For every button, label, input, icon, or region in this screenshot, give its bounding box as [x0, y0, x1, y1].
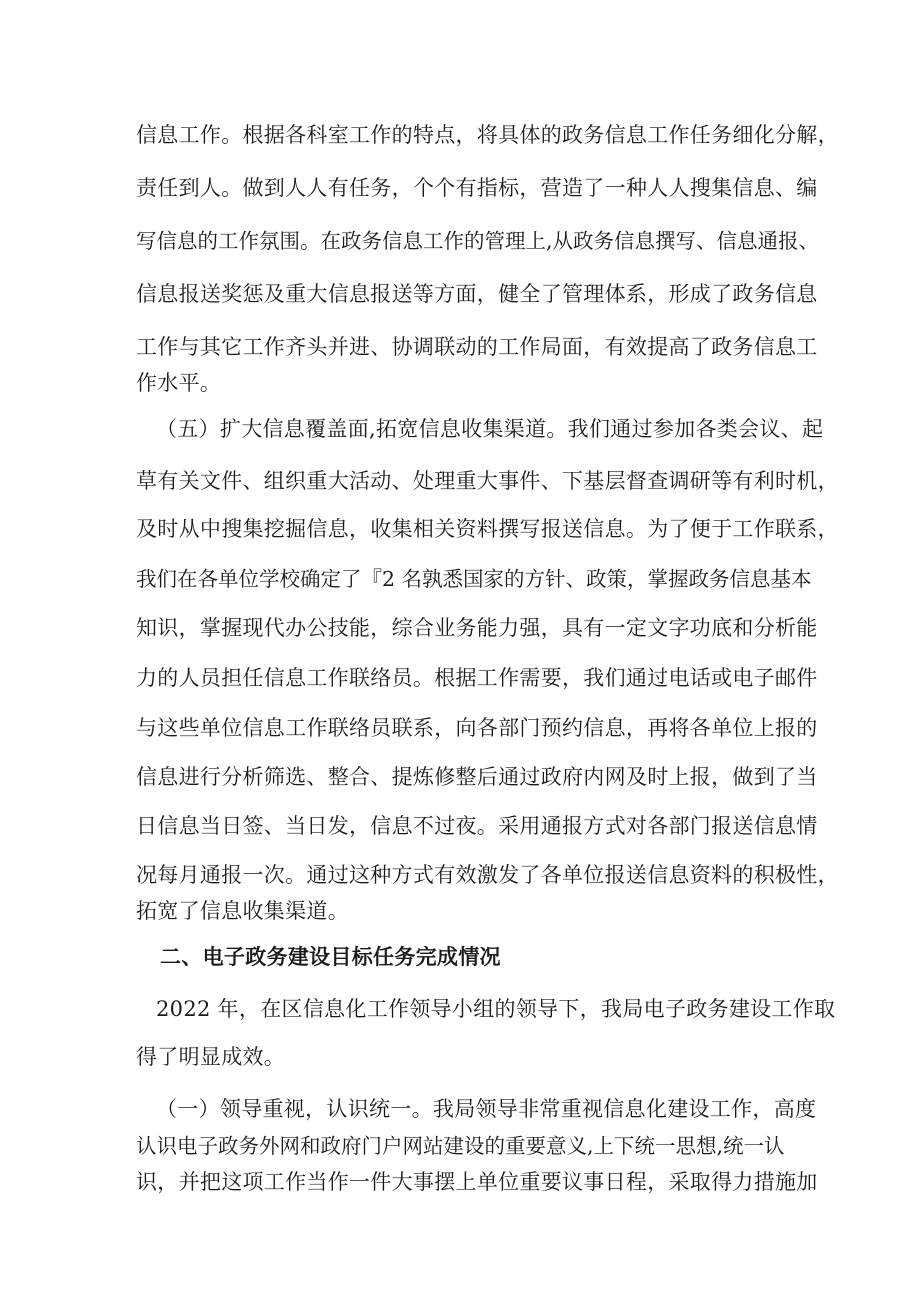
body-text-line: 况每月通报一次。通过这种方式有效激发了各单位报送信息资料的积极性，	[136, 863, 839, 887]
chapter-heading: 二、电子政务建设目标任务完成情况	[160, 944, 501, 969]
body-text-line: 我们在各单位学校确定了『2 名孰悉国家的方针、政策，掌握政务信息基本	[136, 567, 812, 591]
body-text-line: 力的人员担任信息工作联络员。根据工作需要，我们通过电话或电子邮件	[136, 666, 818, 690]
body-text-line: 及时从中搜集挖掘信息，收集相关资料撰写报送信息。为了便于工作联系，	[136, 517, 839, 541]
body-text-line: 责任到人。做到人人有任务，个个有指标，营造了一种人人搜集信息、编	[136, 176, 818, 200]
body-text-line: 信息报送奖惩及重大信息报送等方面，健全了管理体系，形成了政务信息	[136, 282, 818, 306]
body-text-line: 信息进行分析筛选、整合、提炼修整后通过政府内网及时上报，做到了当	[136, 765, 818, 789]
body-text-line: 信息工作。根据各科室工作的特点，将具体的政务信息工作任务细化分解，	[136, 123, 839, 147]
body-text-line: 草有关文件、组织重大活动、处理重大事件、下基层督查调研等有利时机，	[136, 469, 839, 493]
body-text-line: 日信息当日签、当日发，信息不过夜。采用通报方式对各部门报送信息情	[136, 814, 818, 838]
body-text-line: 拓宽了信息收集渠道。	[136, 899, 349, 923]
body-text-line: 知识，掌握现代办公技能，综合业务能力强，具有一定文字功底和分析能	[136, 616, 818, 640]
body-text-line: 得了明显成效。	[136, 1045, 286, 1069]
section-heading-line: （五）扩大信息覆盖面,拓宽信息收集渠道。我们通过参加各类会议、起	[156, 417, 824, 441]
body-text-line: 工作与其它工作齐头并进、协调联动的工作局面，有效提高了政务信息工	[136, 335, 818, 359]
section-heading-line: （一）领导重视，认识统一。我局领导非常重视信息化建设工作，高度	[156, 1097, 817, 1121]
body-text-line: 与这些单位信息工作联络员联系，向各部门预约信息，再将各单位上报的	[136, 716, 818, 740]
body-text-line: 2022 年，在区信息化工作领导小组的领导下，我局电子政务建设工作取	[156, 997, 836, 1021]
body-text-line: 写信息的工作氛围。在政务信息工作的管理上,从政务信息撰写、信息通报、	[136, 229, 820, 253]
body-text-line: 作水平。	[136, 371, 222, 395]
body-text-line: 认识电子政务外网和政府门户网站建设的重要意义,上下统一思想,统一认	[136, 1134, 785, 1158]
body-text-line: 识，并把这项工作当作一件大事摆上单位重要议事日程，采取得力措施加	[136, 1170, 818, 1194]
